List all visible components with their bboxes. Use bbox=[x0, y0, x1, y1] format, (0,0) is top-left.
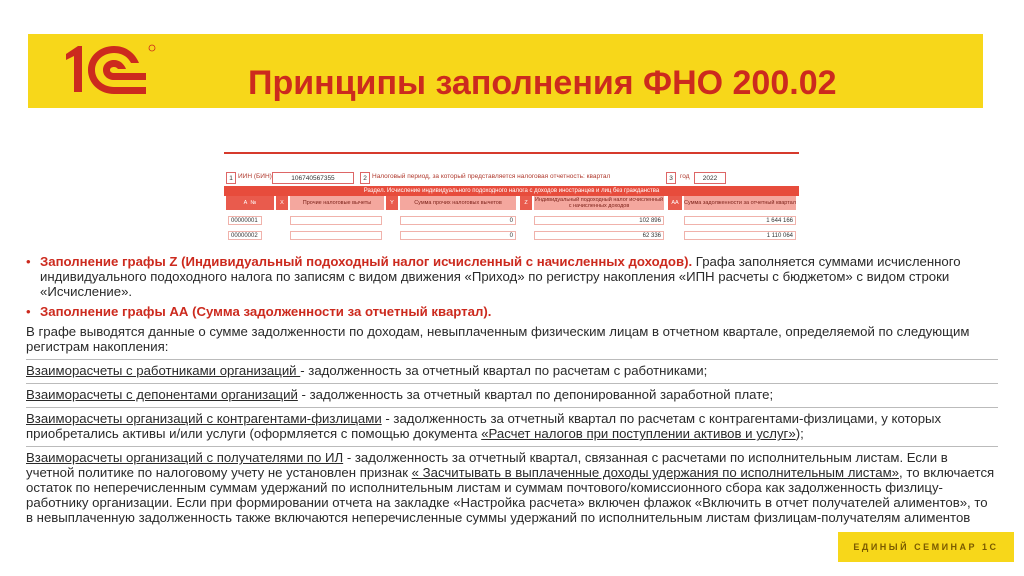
register-contractors bbox=[26, 411, 998, 441]
intro-paragraph: В графе выводятся данные о сумме задолженности по доходам, невыплаченным физическим лицам в отчетном квартале, определяемой по следующим регистрам накопления: bbox=[26, 324, 970, 354]
divider bbox=[26, 446, 998, 447]
register-depositors-text: - задолженность за отчетный квартал по депонированной заработной плате; bbox=[297, 387, 774, 402]
col-head-a: A № bbox=[226, 196, 274, 210]
register-depositors-link[interactable]: Взаиморасчеты с депонентами организаций bbox=[26, 387, 298, 402]
row2-y: 0 bbox=[400, 231, 516, 240]
col-head-aa: Сумма задолженности за отчетный квартал bbox=[684, 196, 796, 210]
withholding-flag-link[interactable]: « Засчитывать в выплаченные доходы удержания по исполнительным листам» bbox=[411, 465, 900, 480]
register-recipients-text: - задолженность за отчетный квартал, связанная с расчетами по исполнительным листам. Если в учетной политике по налоговому учету не установлен признак bbox=[26, 450, 948, 480]
col-head-x: Прочие налоговые вычеты bbox=[290, 196, 384, 210]
row1-aa: 1 644 166 bbox=[684, 216, 796, 225]
divider bbox=[26, 359, 998, 360]
field2-num: 2 bbox=[360, 172, 370, 184]
divider bbox=[26, 407, 998, 408]
row1-z: 102 896 bbox=[534, 216, 664, 225]
footer-seminar-label: ЕДИНЫЙ СЕМИНАР 1С bbox=[838, 532, 1014, 562]
register-recipients-text2: , то включается остаток по неперечисленным суммам удержаний по исполнительным листам и суммам почтового/комиссионного сбора как задолженность физлицу-работнику организации. Если при формировании отчета на закладке «Настройка расчета» включен флажок «Включить в отчет получателей алиментов», то в невыплаченную задолженность также включаются неперечисленные суммы удержаний по исполнительным листам физлицам-получателям алиментов bbox=[26, 465, 995, 525]
field3-num: 3 bbox=[666, 172, 676, 184]
row1-num: 00000001 bbox=[228, 216, 262, 225]
tax-calc-document-link[interactable]: «Расчет налогов при поступлении активов и услуг» bbox=[481, 426, 796, 441]
row2-num: 00000002 bbox=[228, 231, 262, 240]
1c-logo bbox=[60, 40, 160, 100]
row2-aa: 1 110 064 bbox=[684, 231, 796, 240]
register-recipients bbox=[26, 450, 998, 525]
col-code-aa: AA bbox=[668, 196, 682, 210]
row1-x bbox=[290, 216, 382, 225]
section-title: Раздел. Исчисление индивидуального подоходного налога с доходов иностранцев и лиц без гражданства bbox=[224, 186, 799, 196]
bullet-graph-z bbox=[26, 254, 998, 299]
bullet-z-title: Заполнение графы Z (Индивидуальный подоходный налог исчисленный с начисленных доходов). bbox=[40, 254, 693, 269]
register-workers bbox=[26, 363, 998, 378]
register-contractors-link[interactable]: Взаиморасчеты организаций с контрагентами-физлицами bbox=[26, 411, 382, 426]
iin-label: ИИН (БИН) bbox=[238, 173, 272, 180]
field1-num: 1 bbox=[226, 172, 236, 184]
bullet-dot: • bbox=[26, 304, 31, 319]
year-label: год bbox=[680, 173, 690, 180]
register-workers-link[interactable]: Взаиморасчеты с работниками организаций bbox=[26, 363, 301, 378]
row2-x bbox=[290, 231, 382, 240]
iin-value: 106740567355 bbox=[272, 172, 354, 184]
form-fragment bbox=[224, 152, 799, 246]
period-label: Налоговый период, за который представляется налоговая отчетность: квартал bbox=[372, 173, 611, 180]
register-contractors-end: ); bbox=[795, 426, 804, 441]
register-depositors bbox=[26, 387, 998, 402]
col-code-z: Z bbox=[520, 196, 532, 210]
year-value: 2022 bbox=[694, 172, 726, 184]
col-code-x: X bbox=[276, 196, 288, 210]
bullet-graph-aa bbox=[26, 304, 998, 319]
register-recipients-link[interactable]: Взаиморасчеты организаций с получателями по ИЛ bbox=[26, 450, 344, 465]
row1-y: 0 bbox=[400, 216, 516, 225]
register-contractors-text: - задолженность за отчетный квартал по расчетам с контрагентами-физлицами, у которых приобретались активы и/или услуги (оформляется с помощью документа bbox=[26, 411, 942, 441]
bullet-z-text: Графа заполняется суммами исчисленного индивидуального подоходного налога по записям с видом движения «Приход» по регистру накопления «ИПН расчеты с бюджетом» с видом строки «Исчисление». bbox=[40, 254, 961, 299]
row2-z: 62 336 bbox=[534, 231, 664, 240]
content-body bbox=[26, 254, 998, 530]
bullet-dot: • bbox=[26, 254, 31, 269]
col-code-y: Y bbox=[386, 196, 398, 210]
col-head-y: Сумма прочих налоговых вычетов bbox=[400, 196, 516, 210]
bullet-aa-title: Заполнение графы АА (Сумма задолженности за отчетный квартал). bbox=[40, 304, 492, 319]
col-head-z: Индивидуальный подоходный налог исчисленный с начисленных доходов bbox=[534, 197, 664, 209]
divider bbox=[26, 383, 998, 384]
register-workers-text: - задолженность за отчетный квартал по расчетам с работниками; bbox=[300, 363, 708, 378]
page-title: Принципы заполнения ФНО 200.02 bbox=[248, 64, 837, 102]
